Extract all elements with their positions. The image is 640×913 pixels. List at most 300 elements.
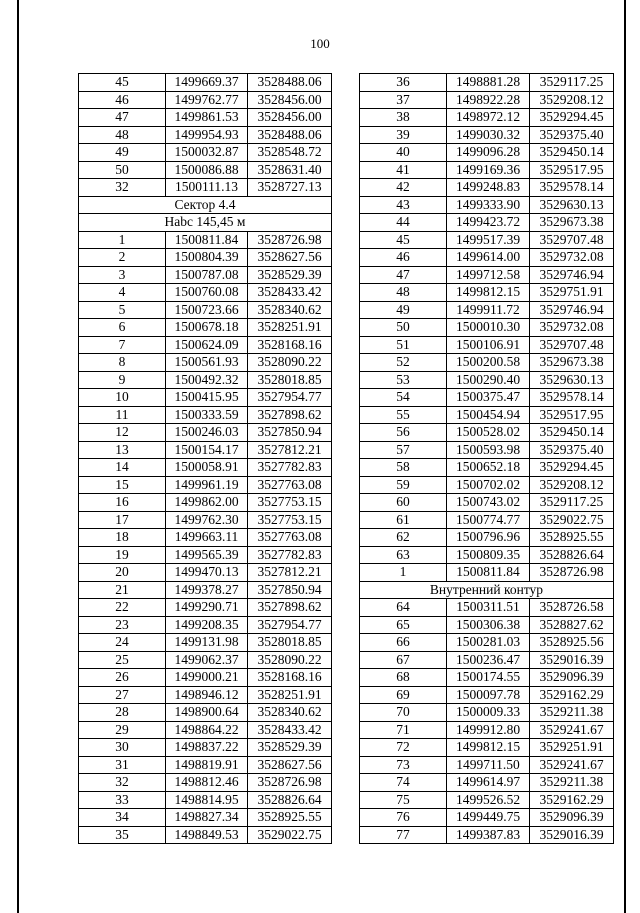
point-number-cell: 47 [360, 266, 447, 284]
table-row [360, 91, 614, 109]
table-row [79, 336, 332, 354]
x-coordinate-cell: 1500454.94 [447, 406, 530, 424]
x-coordinate-cell: 1499290.71 [166, 599, 248, 617]
x-coordinate-cell: 1500010.30 [447, 319, 530, 337]
x-coordinate-cell: 1500200.58 [447, 354, 530, 372]
table-row [360, 529, 614, 547]
y-coordinate-cell: 3529241.67 [530, 756, 614, 774]
point-number-cell: 17 [79, 511, 166, 529]
point-number-cell: 47 [79, 109, 166, 127]
point-number-cell: 50 [79, 161, 166, 179]
x-coordinate-cell: 1499812.15 [447, 739, 530, 757]
point-number-cell: 15 [79, 476, 166, 494]
y-coordinate-cell: 3529450.14 [530, 144, 614, 162]
table-row [79, 756, 332, 774]
point-number-cell: 31 [79, 756, 166, 774]
x-coordinate-cell: 1500678.18 [166, 319, 248, 337]
table-row [360, 511, 614, 529]
point-number-cell: 53 [360, 371, 447, 389]
section-header-row [360, 581, 614, 599]
point-number-cell: 14 [79, 459, 166, 477]
y-coordinate-cell: 3528018.85 [248, 634, 332, 652]
y-coordinate-cell: 3529578.14 [530, 179, 614, 197]
x-coordinate-cell: 1500652.18 [447, 459, 530, 477]
point-number-cell: 34 [79, 809, 166, 827]
y-coordinate-cell: 3528529.39 [248, 266, 332, 284]
point-number-cell: 51 [360, 336, 447, 354]
x-coordinate-cell: 1500154.17 [166, 441, 248, 459]
table-row [79, 284, 332, 302]
point-number-cell: 5 [79, 301, 166, 319]
scan-border-left [17, 0, 19, 913]
x-coordinate-cell: 1499762.77 [166, 91, 248, 109]
table-row [79, 161, 332, 179]
table-row [360, 476, 614, 494]
y-coordinate-cell: 3529294.45 [530, 459, 614, 477]
y-coordinate-cell: 3528456.00 [248, 109, 332, 127]
y-coordinate-cell: 3529517.95 [530, 406, 614, 424]
point-number-cell: 63 [360, 546, 447, 564]
point-number-cell: 11 [79, 406, 166, 424]
x-coordinate-cell: 1499961.19 [166, 476, 248, 494]
y-coordinate-cell: 3527954.77 [248, 389, 332, 407]
y-coordinate-cell: 3529732.08 [530, 319, 614, 337]
x-coordinate-cell: 1500561.93 [166, 354, 248, 372]
y-coordinate-cell: 3529578.14 [530, 389, 614, 407]
y-coordinate-cell: 3528488.06 [248, 126, 332, 144]
x-coordinate-cell: 1499911.72 [447, 301, 530, 319]
y-coordinate-cell: 3529096.39 [530, 669, 614, 687]
table-row [79, 249, 332, 267]
x-coordinate-cell: 1500804.39 [166, 249, 248, 267]
point-number-cell: 66 [360, 634, 447, 652]
table-row [79, 564, 332, 582]
table-row [360, 126, 614, 144]
x-coordinate-cell: 1500236.47 [447, 651, 530, 669]
table-row [360, 721, 614, 739]
point-number-cell: 38 [360, 109, 447, 127]
table-row [360, 634, 614, 652]
y-coordinate-cell: 3529016.39 [530, 826, 614, 844]
point-number-cell: 44 [360, 214, 447, 232]
point-number-cell: 73 [360, 756, 447, 774]
point-number-cell: 1 [360, 564, 447, 582]
x-coordinate-cell: 1499131.98 [166, 634, 248, 652]
y-coordinate-cell: 3527763.08 [248, 529, 332, 547]
table-row [360, 231, 614, 249]
x-coordinate-cell: 1500174.55 [447, 669, 530, 687]
point-number-cell: 40 [360, 144, 447, 162]
point-number-cell: 7 [79, 336, 166, 354]
table-row [360, 459, 614, 477]
table-row [360, 109, 614, 127]
y-coordinate-cell: 3529211.38 [530, 774, 614, 792]
y-coordinate-cell: 3529022.75 [248, 826, 332, 844]
section-title: Внутренний контур [360, 581, 614, 599]
point-number-cell: 65 [360, 616, 447, 634]
x-coordinate-cell: 1499614.00 [447, 249, 530, 267]
y-coordinate-cell: 3528251.91 [248, 319, 332, 337]
x-coordinate-cell: 1499248.83 [447, 179, 530, 197]
x-coordinate-cell: 1499711.50 [447, 756, 530, 774]
y-coordinate-cell: 3528925.55 [248, 809, 332, 827]
point-number-cell: 22 [79, 599, 166, 617]
x-coordinate-cell: 1500058.91 [166, 459, 248, 477]
x-coordinate-cell: 1498849.53 [166, 826, 248, 844]
point-number-cell: 55 [360, 406, 447, 424]
x-coordinate-cell: 1498814.95 [166, 791, 248, 809]
x-coordinate-cell: 1499663.11 [166, 529, 248, 547]
table-row [360, 214, 614, 232]
table-row [79, 126, 332, 144]
point-number-cell: 75 [360, 791, 447, 809]
x-coordinate-cell: 1500311.51 [447, 599, 530, 617]
x-coordinate-cell: 1499378.27 [166, 581, 248, 599]
table-row [79, 651, 332, 669]
point-number-cell: 29 [79, 721, 166, 739]
point-number-cell: 69 [360, 686, 447, 704]
point-number-cell: 28 [79, 704, 166, 722]
point-number-cell: 59 [360, 476, 447, 494]
x-coordinate-cell: 1500290.40 [447, 371, 530, 389]
table-row [360, 301, 614, 319]
x-coordinate-cell: 1500281.03 [447, 634, 530, 652]
y-coordinate-cell: 3528168.16 [248, 336, 332, 354]
table-row [360, 389, 614, 407]
point-number-cell: 32 [79, 774, 166, 792]
x-coordinate-cell: 1499387.83 [447, 826, 530, 844]
table-row [79, 739, 332, 757]
table-row [360, 756, 614, 774]
y-coordinate-cell: 3528925.56 [530, 634, 614, 652]
table-row [79, 231, 332, 249]
table-row [79, 144, 332, 162]
point-number-cell: 46 [79, 91, 166, 109]
y-coordinate-cell: 3528726.98 [248, 774, 332, 792]
point-number-cell: 24 [79, 634, 166, 652]
table-row [79, 581, 332, 599]
point-number-cell: 76 [360, 809, 447, 827]
y-coordinate-cell: 3528090.22 [248, 651, 332, 669]
y-coordinate-cell: 3528548.72 [248, 144, 332, 162]
point-number-cell: 48 [79, 126, 166, 144]
point-number-cell: 33 [79, 791, 166, 809]
section-header-row [79, 214, 332, 232]
x-coordinate-cell: 1499862.00 [166, 494, 248, 512]
point-number-cell: 12 [79, 424, 166, 442]
point-number-cell: 57 [360, 441, 447, 459]
point-number-cell: 30 [79, 739, 166, 757]
y-coordinate-cell: 3529673.38 [530, 354, 614, 372]
y-coordinate-cell: 3527782.83 [248, 546, 332, 564]
y-coordinate-cell: 3529707.48 [530, 336, 614, 354]
x-coordinate-cell: 1500111.13 [166, 179, 248, 197]
table-row [79, 791, 332, 809]
y-coordinate-cell: 3528090.22 [248, 354, 332, 372]
coordinates-table-right-body [360, 74, 614, 844]
x-coordinate-cell: 1498922.28 [447, 91, 530, 109]
point-number-cell: 46 [360, 249, 447, 267]
table-row [79, 686, 332, 704]
x-coordinate-cell: 1500787.08 [166, 266, 248, 284]
x-coordinate-cell: 1500415.95 [166, 389, 248, 407]
point-number-cell: 9 [79, 371, 166, 389]
point-number-cell: 42 [360, 179, 447, 197]
table-row [79, 301, 332, 319]
y-coordinate-cell: 3529630.13 [530, 371, 614, 389]
y-coordinate-cell: 3528726.98 [530, 564, 614, 582]
x-coordinate-cell: 1499030.32 [447, 126, 530, 144]
y-coordinate-cell: 3527782.83 [248, 459, 332, 477]
table-row [360, 354, 614, 372]
y-coordinate-cell: 3529375.40 [530, 441, 614, 459]
x-coordinate-cell: 1499526.52 [447, 791, 530, 809]
x-coordinate-cell: 1499096.28 [447, 144, 530, 162]
table-row [360, 826, 614, 844]
x-coordinate-cell: 1498946.12 [166, 686, 248, 704]
section-title: Нabc 145,45 м [79, 214, 332, 232]
table-row [79, 109, 332, 127]
point-number-cell: 32 [79, 179, 166, 197]
x-coordinate-cell: 1500809.35 [447, 546, 530, 564]
y-coordinate-cell: 3528727.13 [248, 179, 332, 197]
x-coordinate-cell: 1500032.87 [166, 144, 248, 162]
x-coordinate-cell: 1499470.13 [166, 564, 248, 582]
section-header-row [79, 196, 332, 214]
table-row [360, 791, 614, 809]
x-coordinate-cell: 1500743.02 [447, 494, 530, 512]
table-row [360, 441, 614, 459]
point-number-cell: 68 [360, 669, 447, 687]
point-number-cell: 19 [79, 546, 166, 564]
y-coordinate-cell: 3527763.08 [248, 476, 332, 494]
table-row [360, 144, 614, 162]
table-row [360, 406, 614, 424]
y-coordinate-cell: 3528631.40 [248, 161, 332, 179]
y-coordinate-cell: 3527850.94 [248, 581, 332, 599]
point-number-cell: 64 [360, 599, 447, 617]
point-number-cell: 60 [360, 494, 447, 512]
point-number-cell: 54 [360, 389, 447, 407]
y-coordinate-cell: 3529673.38 [530, 214, 614, 232]
y-coordinate-cell: 3529751.91 [530, 284, 614, 302]
y-coordinate-cell: 3528340.62 [248, 704, 332, 722]
table-row [360, 336, 614, 354]
table-row [79, 616, 332, 634]
y-coordinate-cell: 3529630.13 [530, 196, 614, 214]
point-number-cell: 35 [79, 826, 166, 844]
point-number-cell: 16 [79, 494, 166, 512]
x-coordinate-cell: 1499565.39 [166, 546, 248, 564]
table-row [360, 774, 614, 792]
table-row [79, 179, 332, 197]
y-coordinate-cell: 3529162.29 [530, 791, 614, 809]
x-coordinate-cell: 1499000.21 [166, 669, 248, 687]
table-row [360, 424, 614, 442]
y-coordinate-cell: 3529096.39 [530, 809, 614, 827]
point-number-cell: 37 [360, 91, 447, 109]
x-coordinate-cell: 1498864.22 [166, 721, 248, 739]
table-row [360, 179, 614, 197]
point-number-cell: 72 [360, 739, 447, 757]
y-coordinate-cell: 3528433.42 [248, 284, 332, 302]
y-coordinate-cell: 3528433.42 [248, 721, 332, 739]
x-coordinate-cell: 1500760.08 [166, 284, 248, 302]
table-row [79, 546, 332, 564]
x-coordinate-cell: 1499712.58 [447, 266, 530, 284]
y-coordinate-cell: 3529022.75 [530, 511, 614, 529]
table-row [360, 599, 614, 617]
table-row [360, 546, 614, 564]
table-row [360, 161, 614, 179]
x-coordinate-cell: 1500624.09 [166, 336, 248, 354]
table-row [360, 249, 614, 267]
point-number-cell: 39 [360, 126, 447, 144]
point-number-cell: 13 [79, 441, 166, 459]
point-number-cell: 45 [79, 74, 166, 92]
point-number-cell: 2 [79, 249, 166, 267]
y-coordinate-cell: 3527753.15 [248, 494, 332, 512]
x-coordinate-cell: 1499449.75 [447, 809, 530, 827]
table-row [79, 74, 332, 92]
table-row [360, 196, 614, 214]
point-number-cell: 10 [79, 389, 166, 407]
point-number-cell: 77 [360, 826, 447, 844]
x-coordinate-cell: 1500593.98 [447, 441, 530, 459]
table-row [79, 406, 332, 424]
y-coordinate-cell: 3528340.62 [248, 301, 332, 319]
y-coordinate-cell: 3529450.14 [530, 424, 614, 442]
table-row [360, 651, 614, 669]
x-coordinate-cell: 1498881.28 [447, 74, 530, 92]
page-number: 100 [310, 36, 330, 51]
x-coordinate-cell: 1498837.22 [166, 739, 248, 757]
y-coordinate-cell: 3527954.77 [248, 616, 332, 634]
table-row [79, 634, 332, 652]
point-number-cell: 67 [360, 651, 447, 669]
x-coordinate-cell: 1500333.59 [166, 406, 248, 424]
point-number-cell: 20 [79, 564, 166, 582]
x-coordinate-cell: 1500528.02 [447, 424, 530, 442]
x-coordinate-cell: 1500106.91 [447, 336, 530, 354]
table-row [79, 669, 332, 687]
table-row [360, 74, 614, 92]
point-number-cell: 74 [360, 774, 447, 792]
x-coordinate-cell: 1498819.91 [166, 756, 248, 774]
table-row [79, 721, 332, 739]
y-coordinate-cell: 3527812.21 [248, 564, 332, 582]
x-coordinate-cell: 1499669.37 [166, 74, 248, 92]
y-coordinate-cell: 3528726.58 [530, 599, 614, 617]
table-row [79, 441, 332, 459]
y-coordinate-cell: 3529208.12 [530, 476, 614, 494]
y-coordinate-cell: 3527898.62 [248, 599, 332, 617]
table-row [79, 354, 332, 372]
table-row [79, 809, 332, 827]
x-coordinate-cell: 1500375.47 [447, 389, 530, 407]
x-coordinate-cell: 1500306.38 [447, 616, 530, 634]
point-number-cell: 48 [360, 284, 447, 302]
y-coordinate-cell: 3529375.40 [530, 126, 614, 144]
y-coordinate-cell: 3528726.98 [248, 231, 332, 249]
table-row [79, 774, 332, 792]
x-coordinate-cell: 1500796.96 [447, 529, 530, 547]
table-row [360, 284, 614, 302]
y-coordinate-cell: 3528826.64 [530, 546, 614, 564]
x-coordinate-cell: 1500702.02 [447, 476, 530, 494]
x-coordinate-cell: 1499062.37 [166, 651, 248, 669]
x-coordinate-cell: 1499614.97 [447, 774, 530, 792]
y-coordinate-cell: 3528925.55 [530, 529, 614, 547]
y-coordinate-cell: 3528827.62 [530, 616, 614, 634]
x-coordinate-cell: 1498972.12 [447, 109, 530, 127]
point-number-cell: 21 [79, 581, 166, 599]
table-row [79, 476, 332, 494]
y-coordinate-cell: 3527850.94 [248, 424, 332, 442]
point-number-cell: 50 [360, 319, 447, 337]
x-coordinate-cell: 1499423.72 [447, 214, 530, 232]
x-coordinate-cell: 1499333.90 [447, 196, 530, 214]
x-coordinate-cell: 1500492.32 [166, 371, 248, 389]
y-coordinate-cell: 3529208.12 [530, 91, 614, 109]
point-number-cell: 6 [79, 319, 166, 337]
x-coordinate-cell: 1498827.34 [166, 809, 248, 827]
y-coordinate-cell: 3528018.85 [248, 371, 332, 389]
point-number-cell: 1 [79, 231, 166, 249]
x-coordinate-cell: 1498900.64 [166, 704, 248, 722]
table-row [79, 529, 332, 547]
point-number-cell: 49 [360, 301, 447, 319]
table-row [79, 424, 332, 442]
table-row [360, 739, 614, 757]
point-number-cell: 49 [79, 144, 166, 162]
point-number-cell: 27 [79, 686, 166, 704]
y-coordinate-cell: 3528826.64 [248, 791, 332, 809]
table-row [79, 91, 332, 109]
table-row [79, 459, 332, 477]
x-coordinate-cell: 1500009.33 [447, 704, 530, 722]
x-coordinate-cell: 1499208.35 [166, 616, 248, 634]
x-coordinate-cell: 1500811.84 [447, 564, 530, 582]
x-coordinate-cell: 1499812.15 [447, 284, 530, 302]
table-row [360, 266, 614, 284]
table-row [79, 389, 332, 407]
x-coordinate-cell: 1500774.77 [447, 511, 530, 529]
table-row [360, 371, 614, 389]
coordinates-table-right [359, 73, 614, 844]
table-row [79, 599, 332, 617]
y-coordinate-cell: 3529211.38 [530, 704, 614, 722]
y-coordinate-cell: 3529162.29 [530, 686, 614, 704]
x-coordinate-cell: 1498812.46 [166, 774, 248, 792]
point-number-cell: 36 [360, 74, 447, 92]
y-coordinate-cell: 3528168.16 [248, 669, 332, 687]
point-number-cell: 52 [360, 354, 447, 372]
y-coordinate-cell: 3529746.94 [530, 301, 614, 319]
point-number-cell: 71 [360, 721, 447, 739]
coordinates-table-left [78, 73, 332, 844]
x-coordinate-cell: 1499517.39 [447, 231, 530, 249]
y-coordinate-cell: 3528627.56 [248, 249, 332, 267]
table-row [79, 494, 332, 512]
y-coordinate-cell: 3529732.08 [530, 249, 614, 267]
table-row [360, 564, 614, 582]
x-coordinate-cell: 1500723.66 [166, 301, 248, 319]
point-number-cell: 61 [360, 511, 447, 529]
point-number-cell: 23 [79, 616, 166, 634]
table-row [79, 371, 332, 389]
point-number-cell: 3 [79, 266, 166, 284]
